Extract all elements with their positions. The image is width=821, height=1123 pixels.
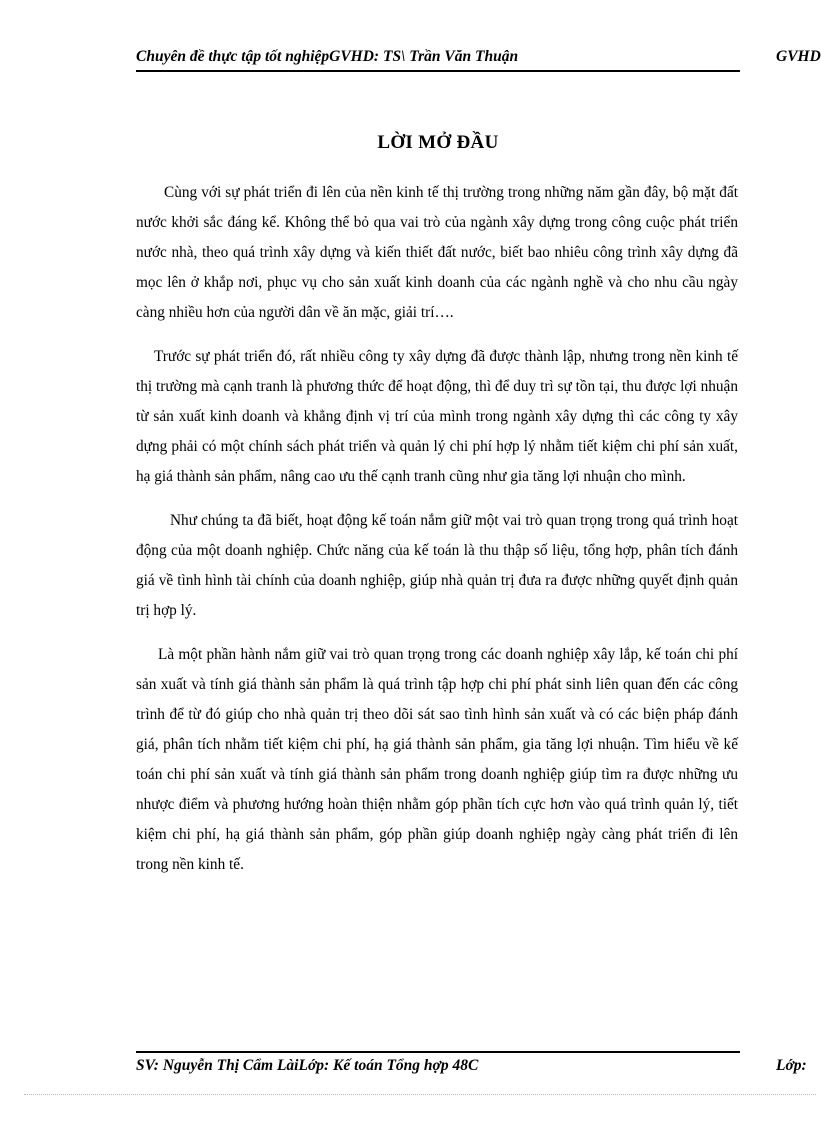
page-bottom-divider xyxy=(24,1094,816,1095)
paragraph-2: Trước sự phát triển đó, rất nhiều công ty xây dựng đã được thành lập, nhưng trong nền kinh tế thị trường mà cạnh tranh là phương thức để hoạt động, thì để duy trì sự tồn tại, thu được lợi nhuận từ sản xuất kinh doanh và khẳng định vị trí của mình trong ngành xây dựng thì các công ty xây dựng phải có một chính sách phát triển và quản lý chi phí hợp lý nhằm tiết kiệm chi phí sản xuất, hạ giá thành sản phẩm, nâng cao ưu thế cạnh tranh cũng như gia tăng lợi nhuận cho mình. xyxy=(136,348,738,485)
document-title: LỜI MỞ ĐẦU xyxy=(377,132,499,153)
footer-student-info: SV: Nguyễn Thị Cẩm LàiLớp: Kế toán Tổng hợp 48C xyxy=(136,1057,479,1074)
document-body xyxy=(136,178,738,894)
paragraph-3: Như chúng ta đã biết, hoạt động kế toán nắm giữ một vai trò quan trọng trong quá trình hoạt động của một doanh nghiệp. Chức năng của kế toán là thu thập số liệu, tổng hợp, phân tích đánh giá về tình hình tài chính của doanh nghiệp, giúp nhà quản trị đưa ra được những quyết định quản trị hợp lý. xyxy=(136,512,738,619)
footer-right-text: Lớp: xyxy=(776,1057,807,1074)
paragraph-4: Là một phần hành nắm giữ vai trò quan trọng trong các doanh nghiệp xây lắp, kế toán chi phí sản xuất và tính giá thành sản phẩm là quá trình tập hợp chi phí phát sinh liên quan đến các công trình để từ đó giúp cho nhà quản trị theo dõi sát sao tình hình sản xuất và có các biện pháp đánh giá, phân tích nhằm tiết kiệm chi phí, hạ giá thành sản phẩm, gia tăng lợi nhuận. Tìm hiểu về kế toán chi phí sản xuất và tính giá thành sản phẩm trong doanh nghiệp giúp tìm ra được những ưu nhược điểm và phương hướng hoàn thiện nhằm góp phần tích cực hơn vào quá trình quản lý, tiết kiệm chi phí, hạ giá thành sản phẩm, góp phần giúp doanh nghiệp ngày càng phát triển đi lên trong nền kinh tế. xyxy=(136,646,738,873)
header-title: Chuyên đề thực tập tốt nghiệpGVHD: TS\ Trần Văn Thuận xyxy=(136,48,519,65)
page-header xyxy=(136,48,821,72)
header-right-text: GVHD xyxy=(776,48,821,65)
paragraph-1: Cùng với sự phát triển đi lên của nền kinh tế thị trường trong những năm gần đây, bộ mặt đất nước khởi sắc đáng kể. Không thể bỏ qua vai trò của ngành xây dựng trong công cuộc phát triển nước nhà, theo quá trình xây dựng và kiến thiết đất nước, biết bao nhiêu công trình xây dựng đã mọc lên ở khắp nơi, phục vụ cho sản xuất kinh doanh của các ngành nghề và cho nhu cầu ngày càng nhiều hơn của người dân về ăn mặc, giải trí…. xyxy=(136,184,738,321)
page-footer xyxy=(136,1051,807,1074)
